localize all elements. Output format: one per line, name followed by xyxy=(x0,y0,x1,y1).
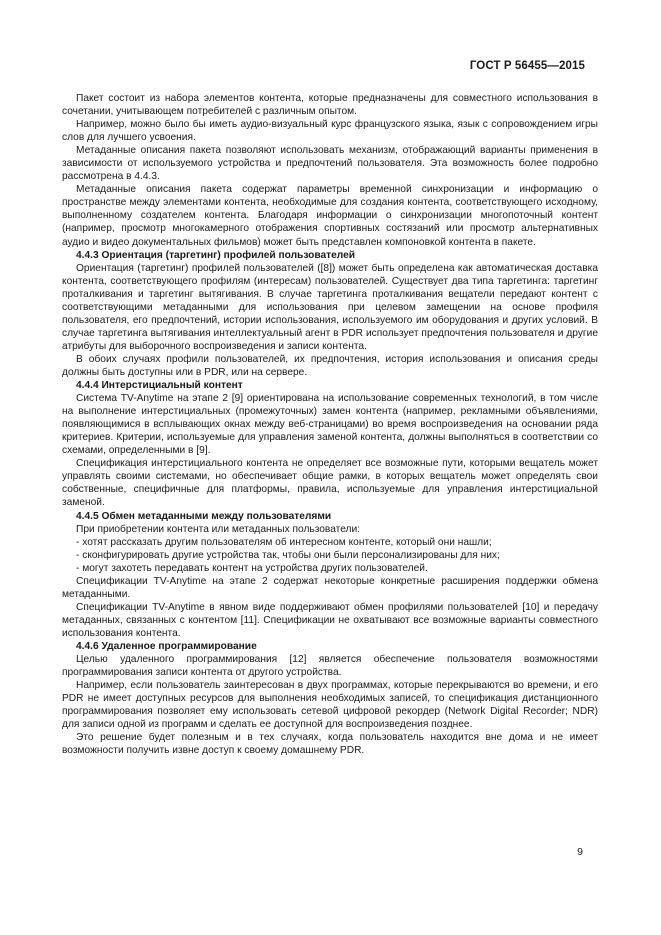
paragraph: Метаданные описания пакета позволяют использовать механизм, отображающий варианты применения в зависимости от используемого устройства и предпочтений пользователя. Эта возможность более подробно рассмотрена в 4.4.3. xyxy=(62,145,598,183)
paragraph: Пакет состоит из набора элементов контента, которые предназначены для совместного использования в сочетании, учитывающем потребителей с различным опытом. xyxy=(62,93,598,118)
paragraph: Спецификация интерстициального контента не определяет все возможные пути, которыми вещатель может управлять своими системами, но обеспечивает общие рамки, в которых вещатель может определять свои собственные, специфичные для платформы, правила, используемые для управления интерстициальной заменой. xyxy=(62,458,598,509)
paragraph: Целью удаленного программирования [12] является обеспечение пользователя возможностями программирования записи контента от другого устройства. xyxy=(62,654,598,679)
document-header: ГОСТ Р 56455—2015 xyxy=(469,60,585,72)
paragraph: В обоих случаях профили пользователей, их предпочтения, история использования и описания среды должны быть доступны или в PDR, или на сервере. xyxy=(62,353,598,378)
paragraph: Метаданные описания пакета содержат параметры временной синхронизации и информацию о пространстве между элементами контента, необходимые для создания контента, соответствующего исходному, выполненному создателем контента. Благодаря информации о синхронизации многопоточный контент (например, просмотр многокамерного отображения спортивных состязаний или просмотр альтернативных аудио и видео документальных фильмов) может быть представлен компоновкой контента в пакете. xyxy=(62,184,598,248)
paragraph: Спецификации TV-Anytime на этапе 2 содержат некоторые конкретные расширения поддержки обмена метаданными. xyxy=(62,575,598,600)
paragraph: Это решение будет полезным и в тех случаях, когда пользователь находится вне дома и не имеет возможности получить извне доступ к своему домашнему PDR. xyxy=(62,732,598,757)
section-heading-4-4-3: 4.4.3 Ориентация (таргетинг) профилей пользователей xyxy=(76,249,356,261)
document-body xyxy=(62,92,598,757)
paragraph: Система TV-Anytime на этапе 2 [9] ориентирована на использование современных технологий, в том числе на выполнение интерстициальных (промежуточных) замен контента (например, рекламными объявлениями, появляющимися в всплывающих окнах между веб-страницами) во время воспроизведения на основании ряда критериев. Критерии, используемые для управления заменой контента, должны выполняться в соответствии со схемами, определенными в [9]. xyxy=(62,393,598,457)
paragraph: Спецификации TV-Anytime в явном виде поддерживают обмен профилями пользователей [10] и передачу метаданных, связанных с контентом [11]. Спецификации не охватывают все возможные варианты совместного использования контента. xyxy=(62,601,598,639)
paragraph: При приобретении контента или метаданных пользователи: xyxy=(76,523,361,535)
section-heading-4-4-4: 4.4.4 Интерстициальный контент xyxy=(76,380,243,392)
paragraph: Например, можно было бы иметь аудио-визуальный курс французского языка, язык с сопровождением игры слов для лучшего усвоения. xyxy=(62,119,598,144)
list-item: - хотят рассказать другим пользователям об интересном контенте, который они нашли; xyxy=(76,536,492,548)
list-item: - сконфигурировать другие устройства так, чтобы они были персонализированы для них; xyxy=(76,549,500,561)
section-heading-4-4-5: 4.4.5 Обмен метаданными между пользователями xyxy=(76,510,332,522)
section-heading-4-4-6: 4.4.6 Удаленное программирование xyxy=(76,640,257,652)
paragraph: Ориентация (таргетинг) профилей пользователей ([8]) может быть определена как автоматическая доставка контента, соответствующего профилям (интересам) пользователей. Существует два типа таргетинга: таргетинг проталкивания и таргетинг вытягивания. В случае таргетинга проталкивания вещатели передают контент с соответствующими метаданными для использования при целевом замещении на основе профиля пользователя, его предпочтений, истории использования, используемого им оборудования и других условий. В случае таргетинга вытягивания интеллектуальный агент в PDR использует предпочтения пользователя и другие атрибуты для выборочного воспроизведения и записи контента. xyxy=(62,262,598,352)
paragraph: Например, если пользователь заинтересован в двух программах, которые перекрываются во времени, и его PDR не имеет доступных ресурсов для выполнения необходимых записей, то спецификация дистанционного программирования позволяет ему использовать сетевой цифровой рекордер (Network Digital Recorder; NDR) для записи одной из программ и сделать ее доступной для воспроизведения позднее. xyxy=(62,680,598,731)
page-number: 9 xyxy=(577,846,583,858)
list-item: - могут захотеть передавать контент на устройства других пользователей. xyxy=(76,562,428,574)
